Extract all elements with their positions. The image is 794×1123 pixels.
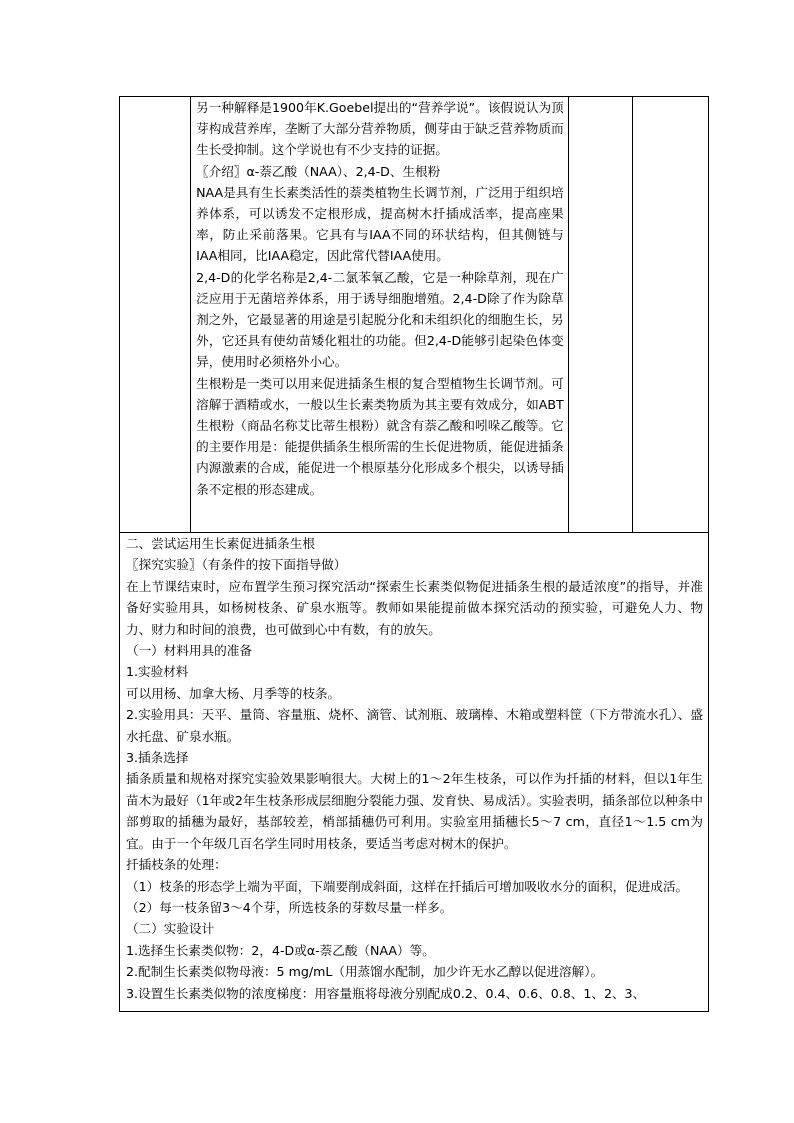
paragraph-rooting-powder: 生根粉是一类可以用来促进插条生根的复合型植物生长调节剂。可溶解于酒精或水，一般以生长素类物质为其主要有效成分，如ABT生根粉（商品名称艾比蒂生根粉）就含有萘乙酸和吲哚乙酸等。它的主要作用是：能提供插条生根所需的生长促进物质，能促进插条内源激素的合成，能促进一个根原基分化形成多个根尖，以诱导插条不定根的形态建成。 bbox=[196, 375, 564, 497]
section-heading: 二、尝试运用生长素促进插条生根 bbox=[126, 536, 315, 551]
remarks-cell bbox=[632, 97, 708, 533]
experiment-heading: 〖探究实验〗（有条件的按下面指导做） bbox=[126, 557, 347, 573]
paragraph-treatment-1: （1）枝条的形态学上端为平面，下端要削成斜面，这样在扦插后可增加吸收水分的面积，促进成活。 bbox=[126, 878, 689, 894]
paragraph-preparation: 在上节课结束时，应布置学生预习探究活动“探索生长素类似物促进插条生根的最适浓度”的指导，并准备好实验用具，如杨树枝条、矿泉水瓶等。教师如果能提前做本探究活动的预实验，可避免人力、物力、财力和时间的浪费，也可做到心中有数，有的放矢。 bbox=[126, 578, 703, 637]
notes-cell bbox=[568, 97, 632, 533]
item-equipment: 2.实验用具：天平、量筒、容量瓶、烧杯、滴管、试剂瓶、玻璃棒、木箱或塑料筐（下方带流水孔）、盛水托盘、矿泉水瓶。 bbox=[126, 707, 703, 744]
paragraph-cutting-quality: 插条质量和规格对探究实验效果影响很大。大树上的1～2年生枝条，可以作为扦插的材料，但以1年生苗木为最好（1年或2年生枝条形成层细胞分裂能力强、发育快、易成活）。实验表明，插条部位以种条中部剪取的插穗为最好，基部较差，梢部插穗仍可利用。实验室用插穗长5～7 cm，直径1～1.5 cm为宜。由于一个年级几百名学生同时用枝条，要适当考虑对树木的保护。 bbox=[126, 771, 703, 851]
table-row-top bbox=[120, 97, 709, 533]
paragraph-branches: 可以用杨、加拿大杨、月季等的枝条。 bbox=[126, 685, 341, 701]
content-cell bbox=[191, 97, 569, 533]
item-design-3: 3.设置生长素类似物的浓度梯度：用容量瓶将母液分别配成0.2、0.4、0.6、0.8、1、2、3、 bbox=[126, 985, 646, 1001]
subheading-design: （二）实验设计 bbox=[126, 921, 215, 937]
paragraph-naa: NAA是具有生长素类活性的萘类植物生长调节剂，广泛用于组织培养体系，可以诱发不定根形成，提高树木扦插成活率，提高座果率，防止采前落果。它具有与IAA不同的环状结构，但其侧链与IAA相同，比IAA稳定，因此常代替IAA使用。 bbox=[196, 184, 564, 264]
item-cutting-selection: 3.插条选择 bbox=[126, 750, 189, 766]
paragraph-introduction-heading: 〖介绍〗α-萘乙酸（NAA）、2,4-D、生根粉 bbox=[196, 163, 441, 179]
item-design-2: 2.配制生长素类似物母液：5 mg/mL（用蒸馏水配制，加少许无水乙醇以促进溶解）。 bbox=[126, 964, 604, 980]
lesson-plan-table bbox=[119, 96, 709, 1012]
paragraph-2-4-d: 2,4-D的化学名称是2,4-二氯苯氧乙酸，它是一种除草剂，现在广泛应用于无菌培养体系，用于诱导细胞增殖。2,4-D除了作为除草剂之外，它最显著的用途是引起脱分化和未组织化的细胞生长，另外，它还具有使幼苗矮化粗壮的功能。但2,4-D能够引起染色体变异，使用时必须格外小心。 bbox=[196, 269, 564, 370]
table-row-bottom bbox=[120, 533, 709, 1012]
paragraph-nutrition-theory: 另一种解释是1900年K.Goebel提出的“营养学说”。该假说认为顶芽构成营养库，垄断了大部分营养物质，侧芽由于缺乏营养物质而生长受抑制。这个学说也有不少支持的证据。 bbox=[196, 100, 564, 158]
item-materials: 1.实验材料 bbox=[126, 664, 189, 680]
paragraph-branch-treatment: 扦插枝条的处理： bbox=[126, 857, 227, 873]
subheading-materials: （一）材料用具的准备 bbox=[126, 643, 252, 659]
item-design-1: 1.选择生长素类似物：2，4-D或α-萘乙酸（NAA）等。 bbox=[126, 942, 435, 958]
experiment-cell bbox=[120, 533, 709, 1012]
left-margin-cell bbox=[120, 97, 191, 533]
paragraph-treatment-2: （2）每一枝条留3～4个芽，所选枝条的芽数尽量一样多。 bbox=[126, 899, 453, 915]
